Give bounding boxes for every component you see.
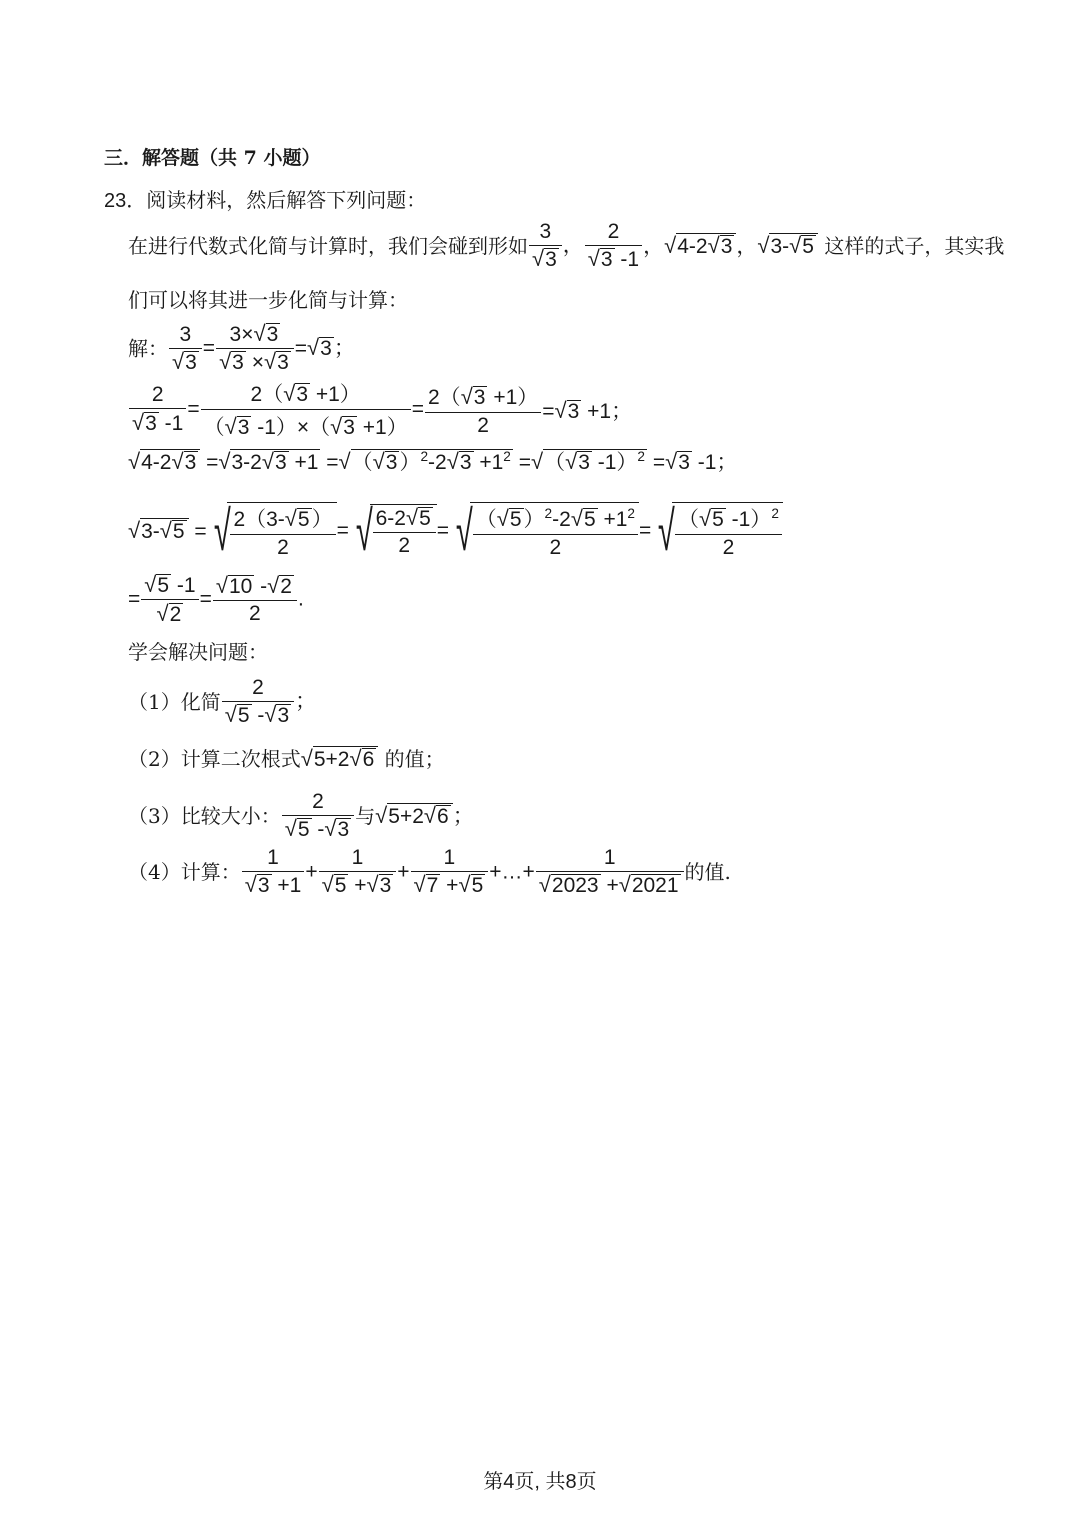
math-frac-2-over-sqrt3-minus-1: $\frac{2}{√3 -1}$ — [585, 220, 642, 272]
problem-number: 23． — [104, 190, 147, 212]
intro-line-2: 们可以将其进一步化简与计算： — [128, 288, 408, 312]
intro-line-1: 在进行代数式化简与计算时，我们会碰到形如 $\frac{3}{√3}$ ， $\frac{2}{√3 -1}$ ，√4-2√3 ，√3-√5 这样的式子，其实我 — [128, 220, 1005, 271]
problem-prompt-line — [104, 188, 426, 213]
learn-label: 学会解决问题： — [128, 640, 268, 664]
question-2: （2）计算二次根式√5+2√6 的值； — [128, 746, 445, 771]
q2-label: （2）计算二次根式 — [128, 747, 301, 771]
q3-mid: 与 — [355, 804, 376, 828]
q2-suffix: 的值； — [384, 747, 445, 771]
solution-line-1: 解： $\frac{3}{√3}$ = $\frac{3\times√3}{√3 \times√3}$ =√3； — [128, 321, 355, 374]
q4-suffix: 的值. — [684, 860, 731, 885]
question-3: （3）比较大小： $\frac{2}{√5 -√3}$ 与√5+2√6 ； — [128, 790, 474, 841]
question-1: （1）化简 $\frac{2}{√5 -√3}$ ； — [128, 676, 317, 727]
math-frac-3-over-sqrt3: $\frac{3}{√3}$ — [529, 220, 562, 272]
question-4: （4）计算： $\frac{1}{√3 +1}$ + $\frac{1}{√5 +√3}$ + $\frac{1}{√7 +√5}$ +…+ $\frac{1}{√2023 +√2021}$ 的值. — [128, 846, 731, 897]
problem-prompt: 阅读材料，然后解答下列问题： — [146, 188, 427, 212]
solution-label: 解： — [128, 336, 168, 361]
solution-line-3: $√4-2√3 =√3-2√3 +1 =√(√3)^2-2√3 +1^2 =√(√3$ -1）$^2$ =√3 -1； — [128, 448, 738, 474]
q3-label: （3）比较大小： — [128, 804, 281, 828]
page-number: 第4页, 共8页 — [483, 1471, 597, 1493]
intro-text-1: 在进行代数式化简与计算时，我们会碰到形如 — [128, 234, 528, 258]
intro-text-2: 这样的式子，其实我 — [824, 234, 1005, 258]
solution-line-4: √3-√5 = √ $\frac{2(3-√5)}{2}$ = √ $\frac{6-2√5}{2}$ = √ $\frac{(√5)^2-2√5 +1^2}{2}$ = √ $\frac{(√5 -1)^2}{2}$ — [128, 502, 783, 560]
q1-label: （1）化简 — [128, 690, 221, 714]
solution-line-2: $\frac{2}{√3 -1}$ = $\frac{2(√3 +1)}{(√3 -1)\times(√3 +1)}$ = $\frac{2(√3 +1)}{2}$ =√3 +1； — [128, 378, 632, 441]
solution-line-5: = $\frac{√5 -1}{√2}$ = $\frac{√10 -√2}{2}$ . — [128, 572, 304, 626]
q4-label: （4）计算： — [128, 860, 241, 885]
section-heading: 三．解答题（共 7 小题） — [104, 147, 321, 169]
